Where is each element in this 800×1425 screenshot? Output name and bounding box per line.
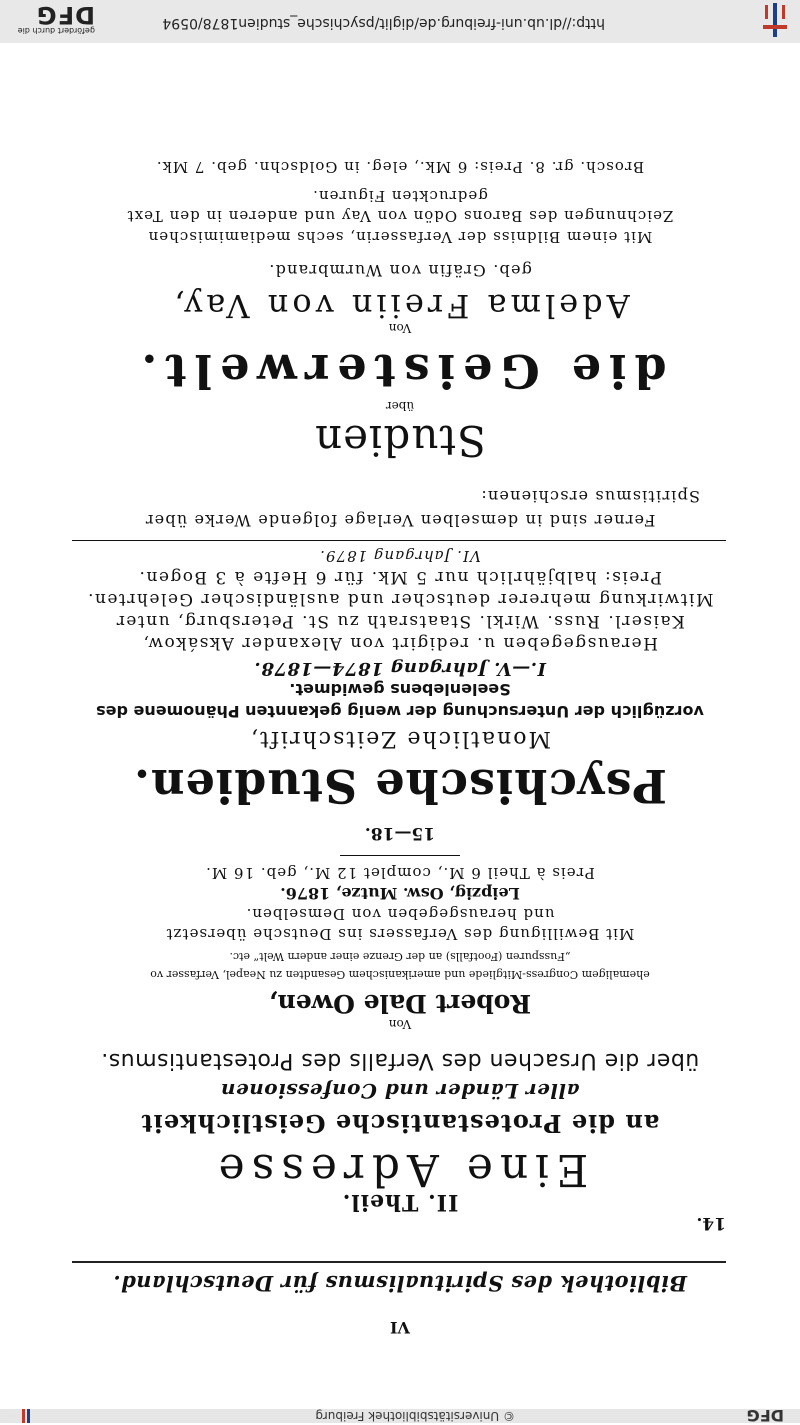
library-mark-icon — [22, 1409, 30, 1423]
address-bar — [0, 0, 800, 43]
vay-title: die Geisterwelt. — [133, 344, 667, 398]
running-head: Bibliothek des Spiritualismus für Deutschland. — [113, 1271, 687, 1296]
von-label: Von — [388, 321, 412, 335]
editor-line: Kaiserl. Russ. Wirkl. Staatsrath zu St. Petersburg, unter — [115, 611, 685, 631]
entry-title: Eine Adresse — [211, 1144, 589, 1195]
part-label: II. Theil. — [341, 1189, 459, 1215]
vay-title: über — [385, 399, 415, 413]
magazine-price: Preis: halbjährlich nur 5 Mk. für 6 Hefte à 3 Bogen. — [138, 567, 662, 587]
magazine-desc: Seelenlebens gewidmet. — [289, 680, 511, 699]
copyright-text: © Universitätsbibliothek Freiburg — [315, 1409, 515, 1423]
translation-note: und herausgegeben von Demselben. — [245, 905, 555, 923]
page-number: VI — [390, 1318, 410, 1337]
vay-desc: gedruckten Figuren. — [312, 187, 488, 205]
entry-line: aller Länder und Confessionen — [220, 1079, 580, 1103]
dfg-logo — [5, 1, 95, 35]
entry-line: an die Protestantische Geistlichkeit — [140, 1109, 660, 1138]
entry-line: über die Ursachen des Verfalls des Protestantismus. — [100, 1048, 700, 1073]
entry-number: 15—18. — [364, 823, 436, 843]
library-cross-icon — [760, 3, 790, 43]
vay-title: Studien — [314, 416, 486, 465]
editor-line: Mitwirkung mehrerer deutscher und ausländischer Gelehrten. — [86, 589, 714, 609]
author-desc: ehemaligem Congress-Mitgliede und amerikanischem Gesandten zu Neapel, Verfasser vo — [150, 968, 650, 981]
author-desc: „Fusspuren (Footfalls) an der Grenze einer andern Welt“ etc. — [229, 950, 571, 963]
dfg-logo-text: DFG — [35, 1, 95, 29]
magazine-years: I.—V. Jahrgang 1874—1878. — [254, 658, 546, 679]
vay-desc: Mit einem Bildniss der Verfasserin, sechs mediamimischen — [147, 228, 653, 246]
vay-price: Brosch. gr. 8. Preis: 6 Mk., eleg. in Goldschn. geb. 7 Mk. — [155, 158, 645, 176]
author-name: Adelma Freiin von Vay, — [170, 287, 630, 325]
dfg-logo-sub: gefördert durch die — [17, 26, 95, 35]
von-label: Von — [388, 1017, 412, 1031]
publisher: Leipzig, Osw. Mutze, 1876. — [280, 884, 520, 903]
author-nee: geb. Gräfin von Wurmbrand. — [268, 261, 532, 280]
further-works: Spiritismus erschienen: — [480, 487, 700, 506]
author-name: Robert Dale Owen, — [268, 989, 532, 1018]
footer-bar — [0, 1406, 800, 1425]
magazine-volume: VI. Jahrgang 1879. — [319, 547, 481, 565]
further-works: Ferner sind in demselben Verlage folgende Werke über — [144, 511, 656, 530]
divider — [72, 540, 726, 541]
entry-number: 14. — [696, 1213, 726, 1233]
short-divider — [340, 855, 460, 856]
editor-line: Herausgegeben u. redigirt von Alexander Aksákow, — [142, 633, 658, 653]
magazine-subtitle: Monatliche Zeitschrift, — [249, 726, 551, 751]
price: Preis à Theil 6 M., complet 12 M., geb. 16 M. — [205, 864, 595, 882]
magazine-title: Psychische Studien. — [132, 759, 668, 813]
translation-note: Mit Bewilligung des Verfassers ins Deutsche übersetzt — [165, 925, 635, 943]
magazine-desc: vorzüglich der Untersuchung der wenig gekannten Phänomene des — [96, 702, 704, 721]
dfg-logo-partial: DFG — [746, 1406, 784, 1425]
url-text[interactable]: http://dl.ub.uni-freiburg.de/diglit/psychische_studien1878/0594 — [162, 15, 605, 31]
vay-desc: Zeichnungen des Barons Odön von Vay und anderen in den Text — [126, 207, 674, 225]
divider — [72, 1261, 726, 1263]
